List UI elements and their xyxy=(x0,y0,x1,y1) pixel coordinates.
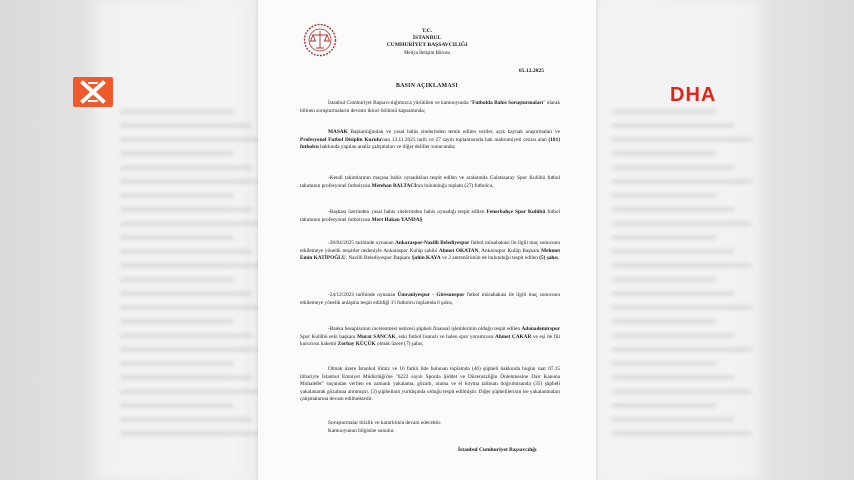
blurred-line xyxy=(612,222,752,225)
paragraph-item-3 xyxy=(300,240,560,263)
blurred-line xyxy=(120,348,270,351)
bold-text-run: Fenerbahçe Spor Kulübü xyxy=(486,209,546,215)
letterhead-tc: T.C. xyxy=(421,28,433,34)
blurred-line xyxy=(120,278,234,281)
bold-text-run: Şahin KAYA xyxy=(411,255,441,262)
paragraph-intro xyxy=(300,100,560,115)
blurred-line xyxy=(120,124,252,127)
blurred-line xyxy=(612,278,716,281)
blurred-line xyxy=(120,166,252,169)
blurred-line xyxy=(120,138,270,141)
bold-text-run: Ahmet ÇAKAR xyxy=(494,333,532,340)
blurred-line xyxy=(612,208,734,211)
blurred-line xyxy=(120,194,234,197)
blurred-line xyxy=(612,166,734,169)
bold-text-run: Murat SANCAK xyxy=(356,333,396,340)
bold-text-run: MASAK xyxy=(328,129,348,135)
paragraph-notice xyxy=(300,428,560,436)
blurred-line xyxy=(120,208,252,211)
text-run: Kamuoyunun bilgisine sunulur. xyxy=(328,428,395,434)
text-run: futbol müsabakası ile ilgili maç sonucunu etkilemeye yönelik tespitler nedeniyle Ankaraspor Kulüp sahibi xyxy=(300,240,560,254)
blurred-line xyxy=(612,292,734,295)
bold-text-run: Futbolda Bahis Soruşturmaları xyxy=(472,100,544,106)
blurred-line xyxy=(120,362,234,365)
text-run: " olarak bilinen soruşturmaların devamı ikinci bölümü kapsamında; xyxy=(300,100,560,114)
blurred-background-left xyxy=(95,0,245,480)
blurred-line xyxy=(120,250,252,253)
blurred-line xyxy=(612,250,734,253)
blurred-line xyxy=(120,222,270,225)
blurred-line xyxy=(612,334,734,337)
blurred-line xyxy=(612,320,716,323)
text-run: olmak üzere (7) şahıs, xyxy=(375,341,424,348)
bold-text-run: (5) şahıs xyxy=(539,255,558,262)
text-run: , xyxy=(557,255,560,262)
bold-text-run: Mert Hakan YANDAŞ xyxy=(371,216,423,223)
bold-text-run: Ankaraspor-Nazilli Belediyespor xyxy=(395,240,470,246)
x-logo-icon xyxy=(73,77,113,107)
blurred-line xyxy=(120,390,270,393)
text-run: -Başkası üzerinden yasal bahis sitelerinden bahis oynadığı tespit edilen xyxy=(328,209,487,215)
blurred-line xyxy=(120,376,252,379)
bold-text-run: Ahmet OKATAN xyxy=(438,247,479,254)
blurred-line xyxy=(120,180,270,183)
bold-text-run: Zorbay KÜÇÜK xyxy=(337,341,376,348)
letterhead-bureau: Medya İletişim Bürosu xyxy=(403,51,451,56)
document-date: 05.12.2025 xyxy=(518,68,544,74)
blurred-line xyxy=(612,362,716,365)
blurred-line xyxy=(120,404,234,407)
signature: İstanbul Cumhuriyet Başsavcılığı xyxy=(458,447,537,453)
bold-text-run: Metehan BALTACI xyxy=(371,182,417,189)
blurred-line xyxy=(612,236,716,239)
blurred-line xyxy=(612,348,752,351)
blurred-line xyxy=(120,110,234,113)
text-run: Olmak üzere İstanbul ilimiz ve 16 farklı ilde bulunan toplamda (46) şüpheli hakkında bugün saat 07.15 itibariyle İstanbul Emniyet Müdürlüğü'ne "6222 sayılı Sporda Şiddet ve Düzensizliğin Önlenmesine Dair Kanuna Muhalefet" suçundan verilen en zamanlı yakalama, gözaltı, arama ve el koyma talimatı doğrultusunda (35) şüpheli yakalanarak gözaltına alınmıştır. (3) şüphelinin yurtdışında olduğu tespit edilmiştir. Diğer şüphelilerinin ise yakalanmaları çalışmalarına devam edilmektedir. xyxy=(300,366,560,403)
blurred-line xyxy=(612,138,752,141)
blurred-line xyxy=(612,152,716,155)
text-run: İstanbul Cumhuriyet Başsavcılığımızca yürütülen ve kamuoyunda " xyxy=(328,100,473,106)
text-run: nın bulunduğu toplam (27) futbolcu, xyxy=(416,182,494,189)
blurred-line xyxy=(612,180,752,183)
blurred-line xyxy=(612,306,752,309)
blurred-line xyxy=(120,292,252,295)
bold-text-run: Ümraniyespor - Giresunspor xyxy=(397,292,465,298)
text-run: , Ankaraspor Kulüp Başkanı xyxy=(478,247,542,254)
document-title: BASIN AÇIKLAMASI xyxy=(396,83,458,89)
paragraph-item-4 xyxy=(300,292,560,307)
paragraph-summary xyxy=(300,366,560,404)
text-run: ve 2 antrenörünün de bulunduğu tespit edilen xyxy=(440,255,540,262)
letterhead-city: İSTANBUL xyxy=(412,35,442,41)
bold-text-run: Adanademirspor xyxy=(521,326,560,332)
paragraph-item-1 xyxy=(300,175,560,190)
blurred-line xyxy=(612,404,716,407)
text-run: Başkanlığından ve yasal bahis sitelerinden temin edilen veriler, açık kaynak araştırmaları ve xyxy=(347,129,560,135)
blurred-line xyxy=(120,418,252,421)
blurred-line xyxy=(120,432,270,435)
paragraph-closing xyxy=(300,420,560,428)
blurred-line xyxy=(120,236,234,239)
text-run: hakkında yapılan analiz çalışmaları ve diğer deliller sonucunda; xyxy=(318,144,456,151)
text-run: ve eşi ile fiil kurucusu hakemi xyxy=(300,333,560,348)
blurred-line xyxy=(612,432,752,435)
text-run: , eski futbol lisanslı ve halen spor yorumcusu xyxy=(395,333,495,340)
blurred-line xyxy=(120,306,270,309)
blurred-line xyxy=(612,110,716,113)
text-run: futbol müsabakası ile ilgili maç sonucunu etkilemeye yönelik anlaşma tespit edildiği 1'i futbolcu toplamda 6 şahıs, xyxy=(300,292,560,306)
blurred-line xyxy=(612,418,734,421)
paragraph-item-5 xyxy=(300,326,560,349)
text-run: -Kendi takımlarının maçına bahis oynadıkları tespit edilen ve aralarında Galatasaray Spor Kulübü futbol takımının profesyonel futbolcusu xyxy=(300,175,560,189)
blurred-line xyxy=(612,124,734,127)
text-run: -Banka hesaplarının incelenmesi neticesi şüpheli finansal işlemlerinin olduğu tespit edilen xyxy=(328,326,522,332)
blurred-line xyxy=(120,152,234,155)
blurred-line xyxy=(612,264,752,267)
text-run: -24/12/2023 tarihinde oynanan xyxy=(328,292,398,298)
paragraph-item-2 xyxy=(300,209,560,224)
paragraph-masak xyxy=(300,129,560,152)
letterhead-office: CUMHURİYET BAŞSAVCILIĞI xyxy=(386,42,468,48)
text-run: futbol takımının profesyonel futbolcusu xyxy=(300,209,561,223)
bold-text-run: Profesyonel Futbol Disiplin Kurulu xyxy=(300,136,382,143)
bold-text-run: Mehmet Emin KATİPOĞLU xyxy=(300,247,560,262)
text-run: 'nun 13.11.2025 tarih ve 27 sayılı toplantısında hak mahrumiyeti cezası alan xyxy=(381,136,549,143)
bold-text-run: (101) futbolcu xyxy=(300,136,560,151)
blurred-line xyxy=(120,320,234,323)
text-run: -28/04/2025 tarihinde oynanan xyxy=(328,240,396,246)
blurred-line xyxy=(120,334,252,337)
text-run: Spor Kulübü eski başkanı xyxy=(300,333,357,340)
press-release-document xyxy=(258,0,596,480)
text-run: , Nazilli Belediyespor Başkanı xyxy=(345,255,412,262)
blurred-background-right xyxy=(600,0,760,480)
blurred-line xyxy=(612,390,752,393)
blurred-line xyxy=(612,194,716,197)
blurred-line xyxy=(120,264,270,267)
blurred-line xyxy=(612,376,734,379)
text-run: Soruşturmalar titizlik ve kararlılıkla devam edecektir. xyxy=(328,420,442,426)
dha-logo: DHA xyxy=(670,84,717,106)
